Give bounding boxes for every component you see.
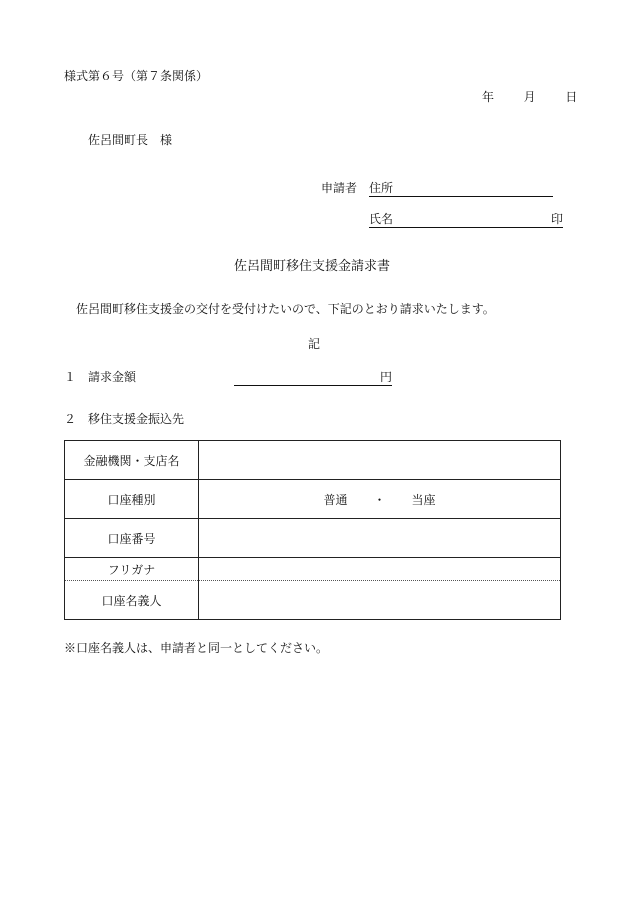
account-type-separator: ・ [373, 492, 386, 507]
date-year: 年 [482, 90, 495, 104]
applicant-address-label: 住所 [369, 181, 394, 195]
footnote: ※口座名義人は、申請者と同一としてください。 [64, 641, 329, 655]
date-month: 月 [523, 90, 536, 104]
table-row [65, 480, 561, 519]
addressee: 佐呂間町長 様 [88, 133, 173, 147]
date-day: 日 [565, 90, 578, 104]
table-row [65, 441, 561, 480]
table-row [65, 519, 561, 558]
item2-number: ２ [64, 412, 77, 426]
account-number-label: 口座番号 [65, 519, 199, 558]
account-number-value [199, 519, 561, 558]
item1-label: 請求金額 [88, 370, 137, 384]
applicant-label: 申請者 [321, 181, 358, 195]
table-row [65, 558, 561, 581]
applicant-name-label: 氏名 [369, 212, 394, 226]
account-type-value [199, 480, 561, 519]
amount-field [234, 369, 392, 386]
body-text: 佐呂間町移住支援金の交付を受付けたいので、下記のとおり請求いたします。 [76, 302, 495, 316]
applicant-address-line [369, 180, 553, 197]
ki-heading: 記 [308, 337, 321, 351]
item1-number: １ [64, 370, 77, 384]
institution-value [199, 441, 561, 480]
amount-unit: 円 [379, 370, 392, 384]
date-line [482, 89, 577, 105]
form-number: 様式第６号（第７条関係） [64, 69, 209, 83]
seal-mark: 印 [550, 212, 563, 226]
account-type-label: 口座種別 [65, 480, 199, 519]
account-type-current: 当座 [411, 492, 436, 507]
bank-transfer-table [64, 440, 561, 620]
furigana-value [199, 558, 561, 581]
table-row [65, 581, 561, 620]
furigana-label: フリガナ [65, 558, 199, 581]
institution-label: 金融機関・支店名 [65, 441, 199, 480]
account-holder-value [199, 581, 561, 620]
item2-label: 移住支援金振込先 [88, 412, 185, 426]
account-holder-label: 口座名義人 [65, 581, 199, 620]
account-type-ordinary: 普通 [323, 492, 348, 507]
document-title: 佐呂間町移住支援金請求書 [234, 259, 391, 274]
applicant-name-line [369, 211, 563, 228]
